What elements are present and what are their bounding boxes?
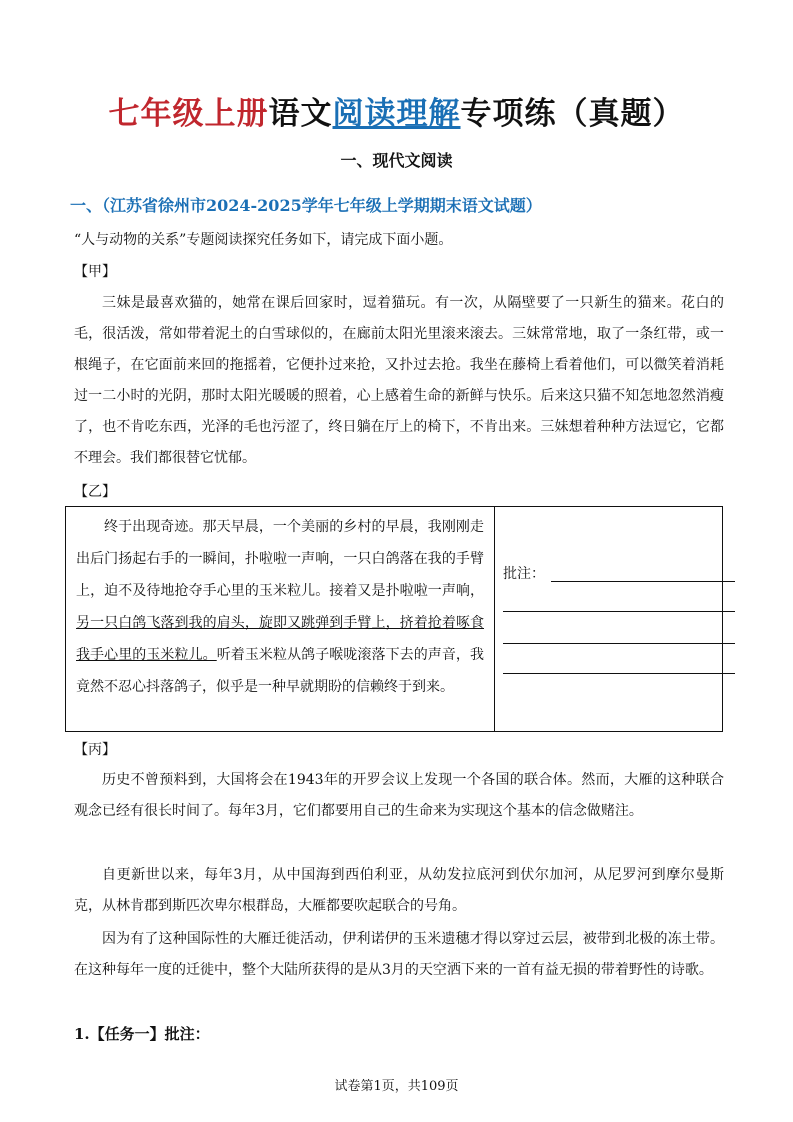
annotation-label: 批注： xyxy=(503,566,545,582)
annotation-blank-3[interactable] xyxy=(503,643,735,644)
label-jia: 【甲】 xyxy=(74,264,116,280)
intro-text: “人与动物的关系”专题阅读探究任务如下，请完成下面小题。 xyxy=(74,232,453,248)
question-heading: 一、（江苏省徐州市2024-2025学年七年级上学期期末语文试题） xyxy=(70,196,542,215)
title-subject: 语文 xyxy=(268,96,333,132)
annotation-blank-1[interactable] xyxy=(551,581,735,582)
label-bing: 【丙】 xyxy=(74,742,116,758)
page-footer: 试卷第1页，共109页 xyxy=(334,1079,459,1094)
passage-yi-table xyxy=(65,506,723,732)
title-link-reading[interactable]: 阅读理解 xyxy=(332,96,461,132)
passage-yi-text-after: 听着玉米粒从鸽子喉咙滚落下去的声音，我竟然不忍心抖落鸽子，似乎是一种早就期盼的信赖终于到来。 xyxy=(76,647,485,695)
annotation-blank-2[interactable] xyxy=(503,611,735,612)
annotation-blank-4[interactable] xyxy=(503,673,735,674)
label-yi: 【乙】 xyxy=(74,484,116,500)
section-heading: 一、现代文阅读 xyxy=(340,151,453,170)
passage-bing-paragraph: 历史不曾预料到，大国将会在1943年的开罗会议上发现一个各国的联合体。然而，大雁的这种联合观念已经有很长时间了。每年3月，它们都要用自己的生命来为实现这个基本的信念做赌注。 xyxy=(74,772,724,819)
passage-yi-cell xyxy=(66,507,495,732)
annotation-cell xyxy=(495,507,723,732)
title-grade: 七年级上册 xyxy=(108,96,269,132)
passage-jia: 三妹是最喜欢猫的，她常在课后回家时，逗着猫玩。有一次，从隔壁要了一只新生的猫来。花白的毛，很活泼，常如带着泥土的白雪球似的，在廊前太阳光里滚来滚去。三妹常常地，取了一条红带，或一根绳子，在它面前来回的拖摇着，它便扑过来抢，又扑过去抢。我坐在藤椅上看着他们，可以微笑着消耗过一二小时的光阴，那时太阳光暖暖的照着，心上感着生命的新鲜与快乐。后来这只猫不知怎地忽然消瘦了，也不肯吃东西，光泽的毛也污涩了，终日躺在厅上的椅下，不肯出来。三妹想着种种方法逗它，它都不理会。我们都很替它忧郁。 xyxy=(74,295,724,466)
passage-bing-paragraph: 因为有了这种国际性的大雁迁徙活动，伊利诺伊的玉米遗穗才得以穿过云层，被带到北极的冻土带。在这种每年一度的迁徙中，整个大陆所获得的是从3月的天空洒下来的一首有益无损的带着野性的诗歌。 xyxy=(74,931,724,978)
document-title xyxy=(0,88,793,133)
passage-bing-paragraph: 自更新世以来，每年3月，从中国海到西伯利亚，从幼发拉底河到伏尔加河，从尼罗河到摩尔曼斯克，从林肯郡到斯匹次卑尔根群岛，大雁都要吹起联合的号角。 xyxy=(74,867,724,914)
title-suffix: 专项练（真题） xyxy=(460,96,685,132)
task-one-heading: 1.【任务一】批注： xyxy=(74,1025,210,1043)
passage-yi-text-before: 终于出现奇迹。那天早晨，一个美丽的乡村的早晨，我刚刚走出后门扬起右手的一瞬间，扑啦啦一声响，一只白鸽落在我的手臂上，迫不及待地抢夺手心里的玉米粒儿。接着又是扑啦啦一声响， xyxy=(76,519,484,599)
passage-yi-underlined: 另一只白鸽飞落到我的肩头，旋即又跳弹到手臂上，挤着抢着啄食我手心里的玉米粒儿。 xyxy=(76,615,484,663)
